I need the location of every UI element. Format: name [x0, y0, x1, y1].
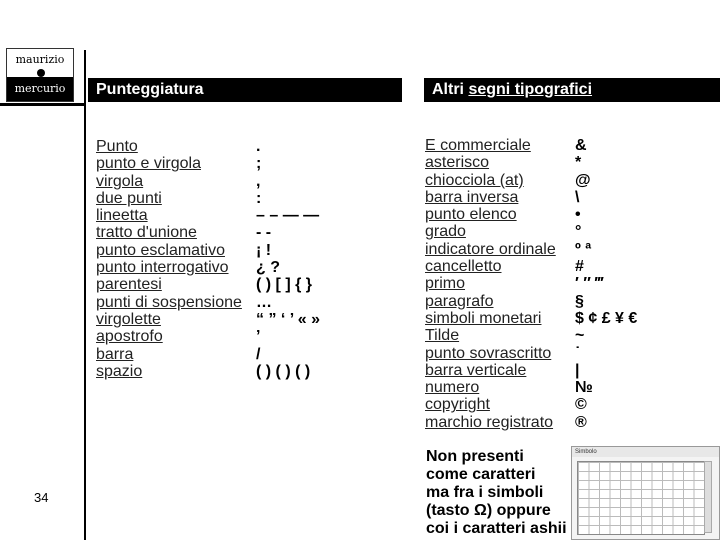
- list-item[interactable]: punto sovrascritto: [425, 344, 552, 362]
- symbol: ( ) [ ] { }: [256, 276, 312, 294]
- list-item[interactable]: chiocciola (at): [425, 171, 524, 189]
- symbol: °: [575, 223, 582, 241]
- symbol: ®: [575, 413, 587, 431]
- symbol: &: [575, 137, 587, 154]
- logo-dot: [37, 69, 45, 77]
- symbol: ,: [256, 172, 261, 190]
- vertical-rule: [84, 50, 86, 540]
- list-item[interactable]: grado: [425, 223, 466, 241]
- punctuation-names: [96, 138, 266, 380]
- list-item[interactable]: cancelletto: [425, 258, 502, 276]
- symbol: @: [575, 171, 591, 189]
- symbol: ’: [256, 328, 261, 346]
- list-item[interactable]: barra inversa: [425, 188, 519, 206]
- list-item[interactable]: tratto d'unione: [96, 224, 197, 242]
- list-item[interactable]: lineetta: [96, 207, 148, 225]
- list-item[interactable]: barra: [96, 345, 134, 363]
- list-item[interactable]: virgola: [96, 172, 144, 190]
- scrollbar: [704, 461, 712, 533]
- note-line: (tasto Ω) oppure: [426, 502, 551, 519]
- list-item[interactable]: marchio registrato: [425, 413, 554, 431]
- logo-text-top: maurizio: [15, 53, 65, 66]
- list-item[interactable]: punto esclamativo: [96, 241, 225, 259]
- symbol: :: [256, 189, 262, 207]
- symbol: ¡ !: [256, 241, 272, 259]
- symbol: *: [575, 154, 582, 172]
- list-item[interactable]: punto elenco: [425, 206, 517, 224]
- symbol-dialog-screenshot: [571, 446, 720, 540]
- symbol: º ª: [575, 240, 592, 258]
- symbol: ˙: [575, 344, 581, 362]
- list-item[interactable]: Punto: [96, 138, 138, 155]
- list-item[interactable]: asterisco: [425, 154, 490, 172]
- list-item[interactable]: punto interrogativo: [96, 259, 229, 277]
- typographic-title-link[interactable]: segni tipografici: [468, 81, 593, 98]
- symbol: ( ) ( ) ( ): [256, 362, 311, 380]
- symbol: ′ ″ ‴: [575, 275, 604, 293]
- list-item[interactable]: apostrofo: [96, 328, 163, 346]
- typographic-title-plain: Altri: [432, 81, 464, 98]
- symbol: $ ¢ £ ¥ €: [575, 309, 638, 327]
- symbol: .: [256, 138, 261, 155]
- note-text: [426, 448, 576, 538]
- typographic-names: [425, 137, 575, 431]
- list-item[interactable]: copyright: [425, 396, 490, 414]
- typographic-symbols: [575, 137, 715, 431]
- divider-line: [0, 103, 86, 106]
- list-item[interactable]: simboli monetari: [425, 309, 542, 327]
- punctuation-symbols: [256, 138, 386, 380]
- symbol: - -: [256, 224, 272, 242]
- dialog-title: Simbolo: [572, 447, 719, 457]
- symbol: ~: [575, 327, 585, 345]
- list-item[interactable]: indicatore ordinale: [425, 240, 556, 258]
- note-line: come caratteri: [426, 466, 536, 483]
- symbol: /: [256, 345, 261, 363]
- symbol: №: [575, 379, 593, 397]
- list-item[interactable]: virgolette: [96, 310, 161, 328]
- symbol: …: [256, 293, 272, 311]
- symbol: “ ” ‘ ’ « »: [256, 310, 321, 328]
- note-line: Non presenti: [426, 448, 524, 465]
- list-item[interactable]: due punti: [96, 189, 162, 207]
- punctuation-header: [88, 78, 402, 102]
- list-item[interactable]: barra verticale: [425, 361, 527, 379]
- symbol: ©: [575, 396, 587, 414]
- symbol-grid: [577, 461, 705, 535]
- list-item[interactable]: punto e virgola: [96, 155, 201, 173]
- list-item[interactable]: numero: [425, 379, 480, 397]
- punctuation-title: Punteggiatura: [96, 81, 204, 98]
- logo-text-bottom: mercurio: [7, 77, 73, 101]
- list-item[interactable]: Tilde: [425, 327, 460, 345]
- list-item[interactable]: parentesi: [96, 276, 162, 294]
- symbol: |: [575, 361, 580, 379]
- symbol: \: [575, 188, 580, 206]
- symbol: ¿ ?: [256, 259, 280, 277]
- page-number: 34: [34, 490, 49, 505]
- symbol: – – — —: [256, 207, 320, 225]
- list-item[interactable]: paragrafo: [425, 292, 494, 310]
- symbol: •: [575, 206, 581, 224]
- logo: [6, 48, 74, 102]
- list-item[interactable]: punti di sospensione: [96, 293, 242, 311]
- typographic-signs-header: [424, 78, 720, 102]
- symbol: #: [575, 258, 584, 276]
- list-item[interactable]: spazio: [96, 362, 143, 380]
- symbol: §: [575, 292, 584, 310]
- list-item[interactable]: E commerciale: [425, 137, 531, 154]
- symbol: ;: [256, 155, 262, 173]
- list-item[interactable]: primo: [425, 275, 466, 293]
- note-line: coi i caratteri ashii: [426, 520, 567, 537]
- note-line: ma fra i simboli: [426, 484, 544, 501]
